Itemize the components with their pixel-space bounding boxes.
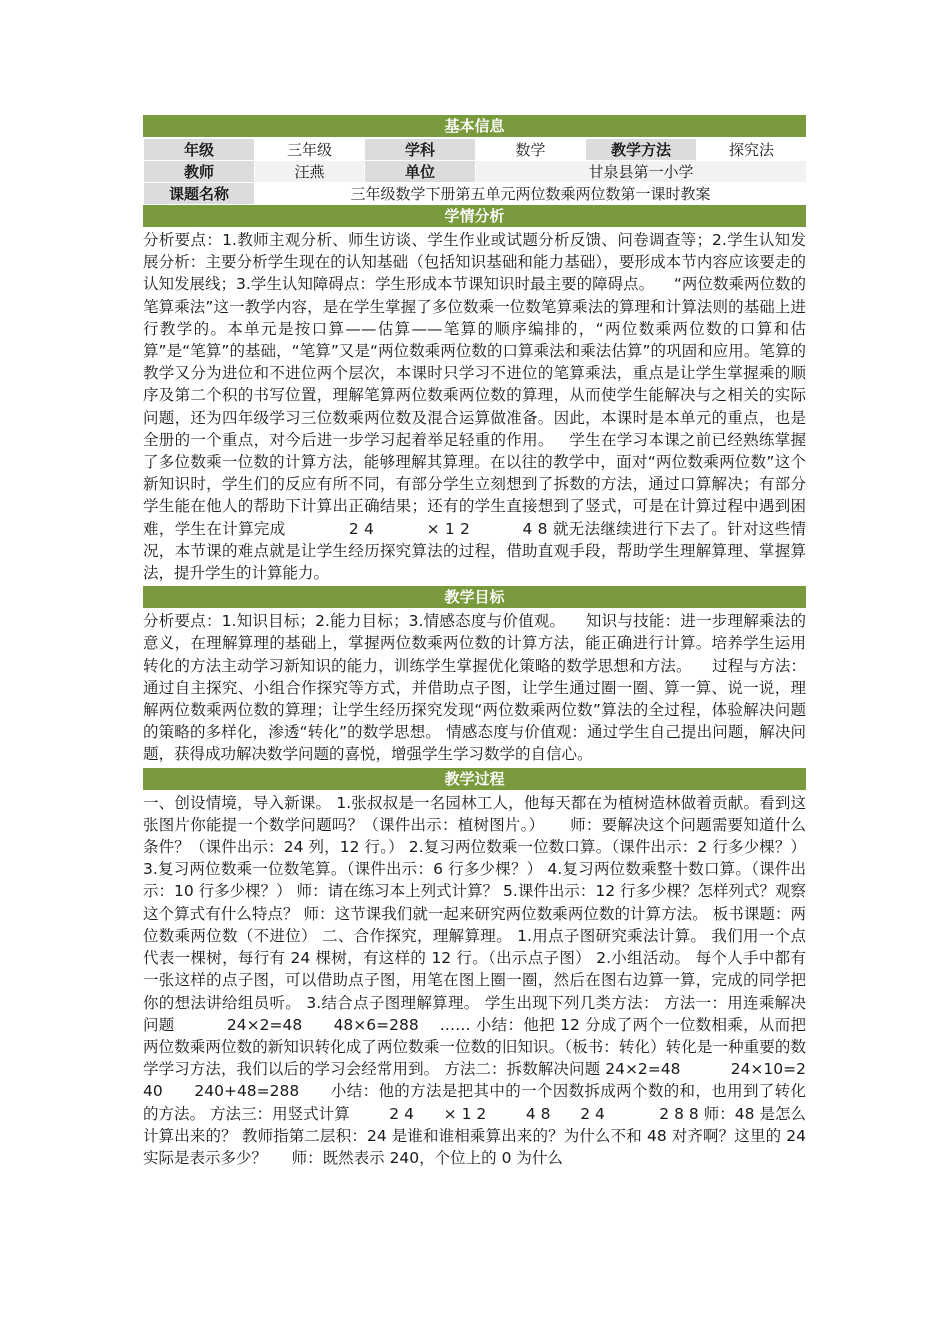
grade-label: 年级 [144,139,255,161]
topic-label: 课题名称 [144,183,255,205]
analysis-text: 分析要点：1.教师主观分析、师生访谈、学生作业或试题分析反馈、问卷调查等；2.学生认知发展分析：主要分析学生现在的认知基础（包括知识基础和能力基础），要形成本节内容应该要走的认知发展线；3.学生认知障碍点：学生形成本节课知识时最主要的障碍点。 “两位数乘两位数的笔算乘法”这一教学内容，是在学生掌握了多位数乘一位数笔算乘法的算理和计算法则的基础上进行教学的。本单元是按口算——估算——笔算的顺序编排的，“两位数乘两位数的口算和估算”是“笔算”的基础，“笔算”又是“两位数乘两位数的口算乘法和乘法估算”的巩固和应用。笔算的教学又分为进位和不进位两个层次，本课时只学习不进位的笔算乘法，重点是让学生掌握乘的顺序及第二个积的书写位置，理解笔算两位数乘两位数的算理，从而使学生能解决与之相关的实际问题，还为四年级学习三位数乘两位数及混合运算做准备。因此，本课时是本单元的重点，也是全册的一个重点，对今后进一步学习起着举足轻重的作用。 学生在学习本课之前已经熟练掌握了多位数乘一位数的计算方法，能够理解其算理。在以往的教学中，面对“两位数乘两位数”这个新知识时，学生们的反应有所不同，有部分学生立刻想到了拆数的方法，通过口算解决；有部分学生能在他人的帮助下计算出正确结果；还有的学生直接想到了竖式，可是在计算过程中遇到困难，学生在计算完成 2 4 × 1 2 4 8 就无法继续进行下去了。针对这些情况，本节课的难点就是让学生经历探究算法的过程，借助直观手段，帮助学生理解算理、掌握算法，提升学生的计算能力。 [143,231,806,583]
unit-value: 甘泉县第一小学 [476,161,807,183]
lesson-plan-document [143,115,811,1171]
teacher-label: 教师 [144,161,255,183]
method-value: 探究法 [697,139,807,161]
info-row-2 [144,161,807,183]
grade-value: 三年级 [255,139,365,161]
info-row-3 [144,183,807,205]
method-label: 教学方法 [586,139,697,161]
section-header-basic-info: 基本信息 [143,115,806,138]
section-header-analysis: 学情分析 [143,205,806,228]
subject-label: 学科 [365,139,476,161]
unit-label: 单位 [365,161,476,183]
topic-value: 三年级数学下册第五单元两位数乘两位数第一课时教案 [255,183,807,205]
teacher-value: 汪燕 [255,161,365,183]
process-text: 一、创设情境，导入新课。 1.张叔叔是一名园林工人，他每天都在为植树造林做着贡献。看到这张图片你能提一个数学问题吗？（课件出示：植树图片。） 师：要解决这个问题需要知道什么条件？（课件出示：24 列，12 行。） 2.复习两位数乘一位数口算。（课件出示：2 行多少棵？） 3.复习两位数乘一位数笔算。（课件出示：6 行多少棵？） 4.复习两位数乘整十数口算。（课件出示：10 行多少棵？） 师：请在练习本上列式计算？ 5.课件出示：12 行多少棵？怎样列式？观察这个算式有什么特点？ 师：这节课我们就一起来研究两位数乘两位数的计算方法。 板书课题：两位数乘两位数（不进位） 二、合作探究，理解算理。 1.用点子图研究乘法计算。 我们用一个点代表一棵树，每行有 24 棵树，有这样的 12 行。（出示点子图） 2.小组活动。 每个人手中都有一张这样的点子图，可以借助点子图，用笔在图上圈一圈，然后在图右边算一算，完成的同学把你的想法讲给组员听。 3.结合点子图理解算理。 学生出现下列几类方法： 方法一：用连乘解决问题 24×2=48 48×6=288 …… 小结：他把 12 分成了两个一位数相乘，从而把两位数乘两位数的新知识转化成了两位数乘一位数的旧知识。（板书：转化）转化是一种重要的数学学习方法，我们以后的学习会经常用到。 方法二：拆数解决问题 24×2=48 24×10=240 240+48=288 小结：他的方法是把其中的一个因数拆成两个数的和，也用到了转化的方法。 方法三：用竖式计算 2 4 × 1 2 4 8 2 4 2 8 8 师：48 是怎么计算出来的？ 教师指第二层积：24 是谁和谁相乘算出来的？为什么不和 48 对齐啊？这里的 24 实际是表示多少？ 师：既然表示 240，个位上的 0 为什么 [143,793,811,1167]
basic-info-table [143,138,807,205]
section-header-goals: 教学目标 [143,586,806,609]
section-header-process: 教学过程 [143,768,806,791]
info-row-1 [144,139,807,161]
goals-text: 分析要点：1.知识目标；2.能力目标；3.情感态度与价值观。 知识与技能：进一步理解乘法的意义，在理解算理的基础上，掌握两位数乘两位数的计算方法，能正确进行计算。培养学生运用转化的方法主动学习新知识的能力，训练学生掌握优化策略的数学思想和方法。 过程与方法：通过自主探究、小组合作探究等方式，并借助点子图，让学生通过圈一圈、算一算、说一说，理解两位数乘两位数的算理；让学生经历探究发现“两位数乘两位数”算法的全过程，体验解决问题的策略的多样化，渗透“转化”的数学思想。 情感态度与价值观：通过学生自己提出问题，解决问题，获得成功解决数学问题的喜悦，增强学生学习数学的自信心。 [143,612,806,764]
subject-value: 数学 [476,139,586,161]
